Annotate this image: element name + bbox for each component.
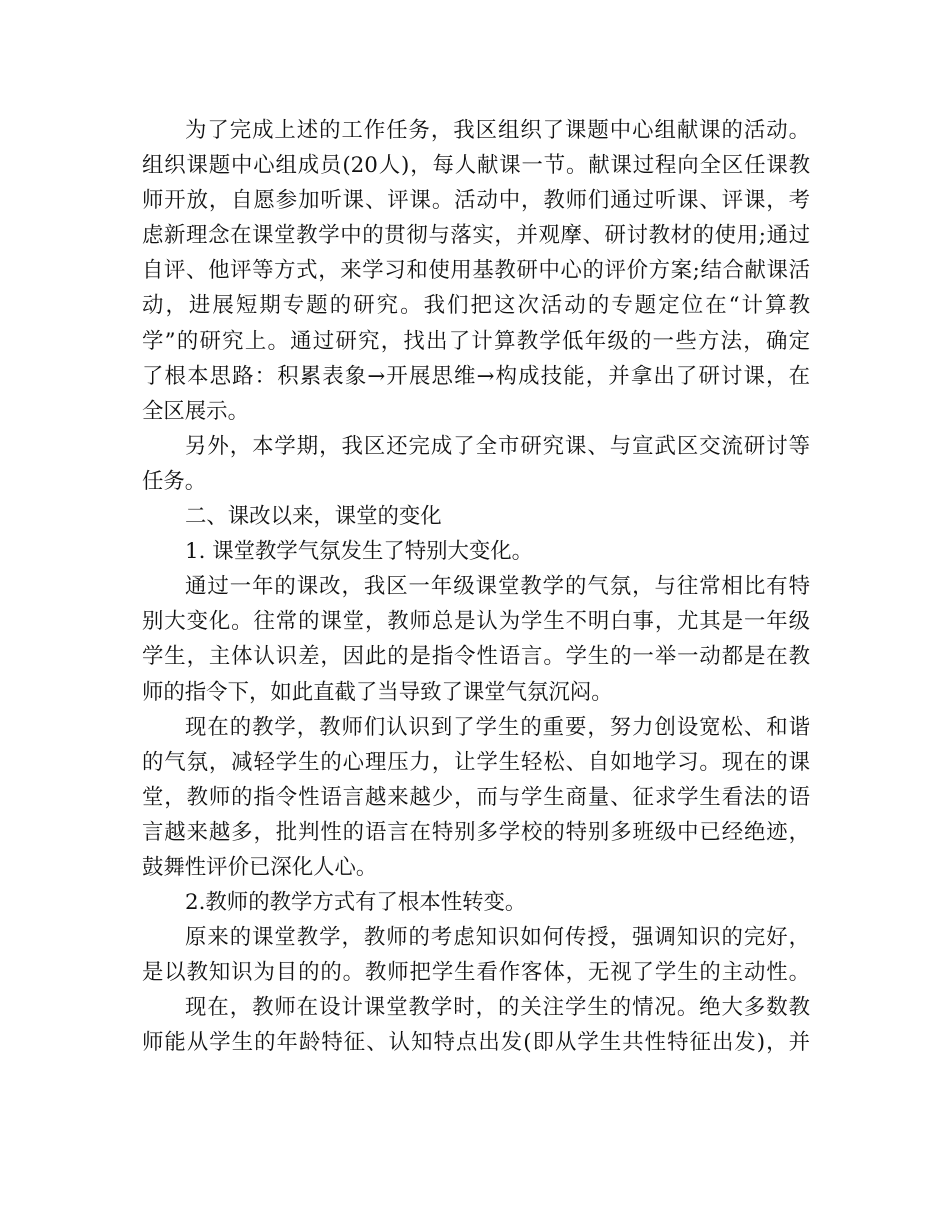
paragraph-line: 虑新理念在课堂教学中的贯彻与落实，并观摩、研讨教材的使用;通过 [142,223,810,249]
paragraph-line: 的气氛，减轻学生的心理压力，让学生轻松、自如地学习。现在的课 [142,749,810,775]
paragraph-line: 师的指令下，如此直截了当导致了课堂气氛沉闷。 [142,679,613,705]
document-body [142,113,810,1061]
paragraph-line: 师开放，自愿参加听课、评课。活动中，教师们通过听课、评课，考 [142,188,810,214]
paragraph-line: 堂，教师的指令性语言越来越少，而与学生商量、征求学生看法的语 [142,784,810,810]
paragraph-line: 现在的教学，教师们认识到了学生的重要，努力创设宽松、和谐 [185,714,810,740]
paragraph-line: 通过一年的课改，我区一年级课堂教学的气氛，与往常相比有特 [185,574,810,600]
paragraph-line: 原来的课堂教学，教师的考虑知识如何传授，强调知识的完好， [185,925,810,951]
paragraph-line: 了根本思路：积累表象→开展思维→构成技能，并拿出了研讨课，在 [142,363,810,389]
section-heading: 二、课改以来，课堂的变化 [185,504,442,530]
paragraph-line: 师能从学生的年龄特征、认知特点出发(即从学生共性特征出发)，并 [142,1030,810,1056]
paragraph-line: 别大变化。往常的课堂，教师总是认为学生不明白事，尤其是一年级 [142,609,810,635]
subsection-heading: 1. 课堂教学气氛发生了特别大变化。 [185,539,534,565]
paragraph-line: 学生，主体认识差，因此的是指令性语言。学生的一举一动都是在教 [142,644,810,670]
paragraph-line: 全区展示。 [142,398,249,424]
paragraph-line: 言越来越多，批判性的语言在特别多学校的特别多班级中已经绝迹， [142,819,810,845]
paragraph-line: 学”的研究上。通过研究，找出了计算教学低年级的一些方法，确定 [142,328,810,354]
paragraph-line: 为了完成上述的工作任务，我区组织了课题中心组献课的活动。 [185,118,810,143]
subsection-heading: 2.教师的教学方式有了根本性转变。 [185,890,527,916]
paragraph-line: 另外，本学期，我区还完成了全市研究课、与宣武区交流研讨等 [185,433,810,459]
paragraph-line: 自评、他评等方式，来学习和使用基教研中心的评价方案;结合献课活 [142,258,810,284]
paragraph-line: 任务。 [142,468,207,494]
paragraph-line: 是以教知识为目的的。教师把学生看作客体，无视了学生的主动性。 [142,960,810,986]
paragraph-line: 组织课题中心组成员(20人)，每人献课一节。献课过程向全区任课教 [142,153,810,179]
paragraph-line: 现在，教师在设计课堂教学时，的关注学生的情况。绝大多数教 [185,995,810,1021]
paragraph-line: 鼓舞性评价已深化人心。 [142,854,378,880]
paragraph-line: 动，进展短期专题的研究。我们把这次活动的专题定位在“计算教 [142,293,810,319]
